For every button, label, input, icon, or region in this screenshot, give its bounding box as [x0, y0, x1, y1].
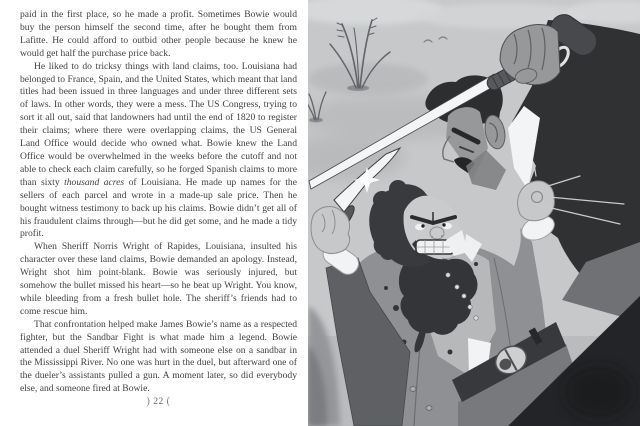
paragraph-3: When Sheriff Norris Wright of Rapides, Louisiana, insulted his character over these land claims, Bowie demanded an apology. Instead, Wright shot him point-blank. Bowie was seriously injured, but somehow the bullet missed his heart—so he beat up Wright. You know, while bleeding from a fresh bullet hole. The sheriff’s friends had to come rescue him.: [20, 241, 297, 317]
paragraph-2-after: of Louisiana. He made up names for the sellers of each parcel and wrote in a made-up sale price. Then he bought witness testimony to back up his claims. Bowie didn’t get all of his fraudulent claims through—but he did get some, and he made a tidy profit.: [20, 176, 297, 240]
page-number-ornament-left: ): [146, 396, 151, 407]
page-number-ornament-right: (: [166, 396, 171, 407]
page-number-value: 22: [153, 397, 164, 407]
body-text: [20, 9, 297, 396]
sandbar-fight-illustration: [308, 0, 640, 426]
jacket-button-2: [426, 406, 432, 411]
corner-shadow: [564, 366, 632, 418]
jacket-button-1: [410, 387, 416, 392]
book-page-left: [0, 0, 308, 426]
paragraph-2: [20, 61, 297, 242]
bowie-fist-left: [311, 207, 350, 254]
paragraph-4: That confrontation helped make James Bowie’s name as a respected fighter, but the Sandbar Fight is what made him a legend. Bowie attended a duel Sheriff Wright had with someone else on a sandbar in the Mississippi River. No one was hurt in the duel, but afterward one of the dueler’s assistants pulled a gun. A moment later, so did everybody else, and someone fired at Bowie.: [20, 318, 297, 395]
paragraph-1: paid in the first place, so he made a profit. Sometimes Bowie would buy the person himself the second time, after he bought them from Lafitte. He could afford to outbid other people because he knew he would get half the purchase price back.: [20, 9, 297, 59]
illustration-panel: [308, 0, 640, 426]
page-number: [20, 396, 297, 407]
paragraph-2-before: He liked to do tricksy things with land claims, too. Louisiana had belonged to France, Spain, and the United States, which meant that land titles had been issued in three languages and under three different sets of laws. In other words, they were a mess. The US Congress, trying to sort it all out, said that landowners had until the end of 1820 to register their claims; where there were overlapping claims, the US General Land Office would decide who owned what. Bowie knew the Land Office would be overwhelmed in the weeks before the cutoff and not able to check each claim carefully, so he forged Spanish claims to more than sixty: [20, 60, 297, 188]
paragraph-2-italic: thousand acres: [64, 176, 125, 188]
